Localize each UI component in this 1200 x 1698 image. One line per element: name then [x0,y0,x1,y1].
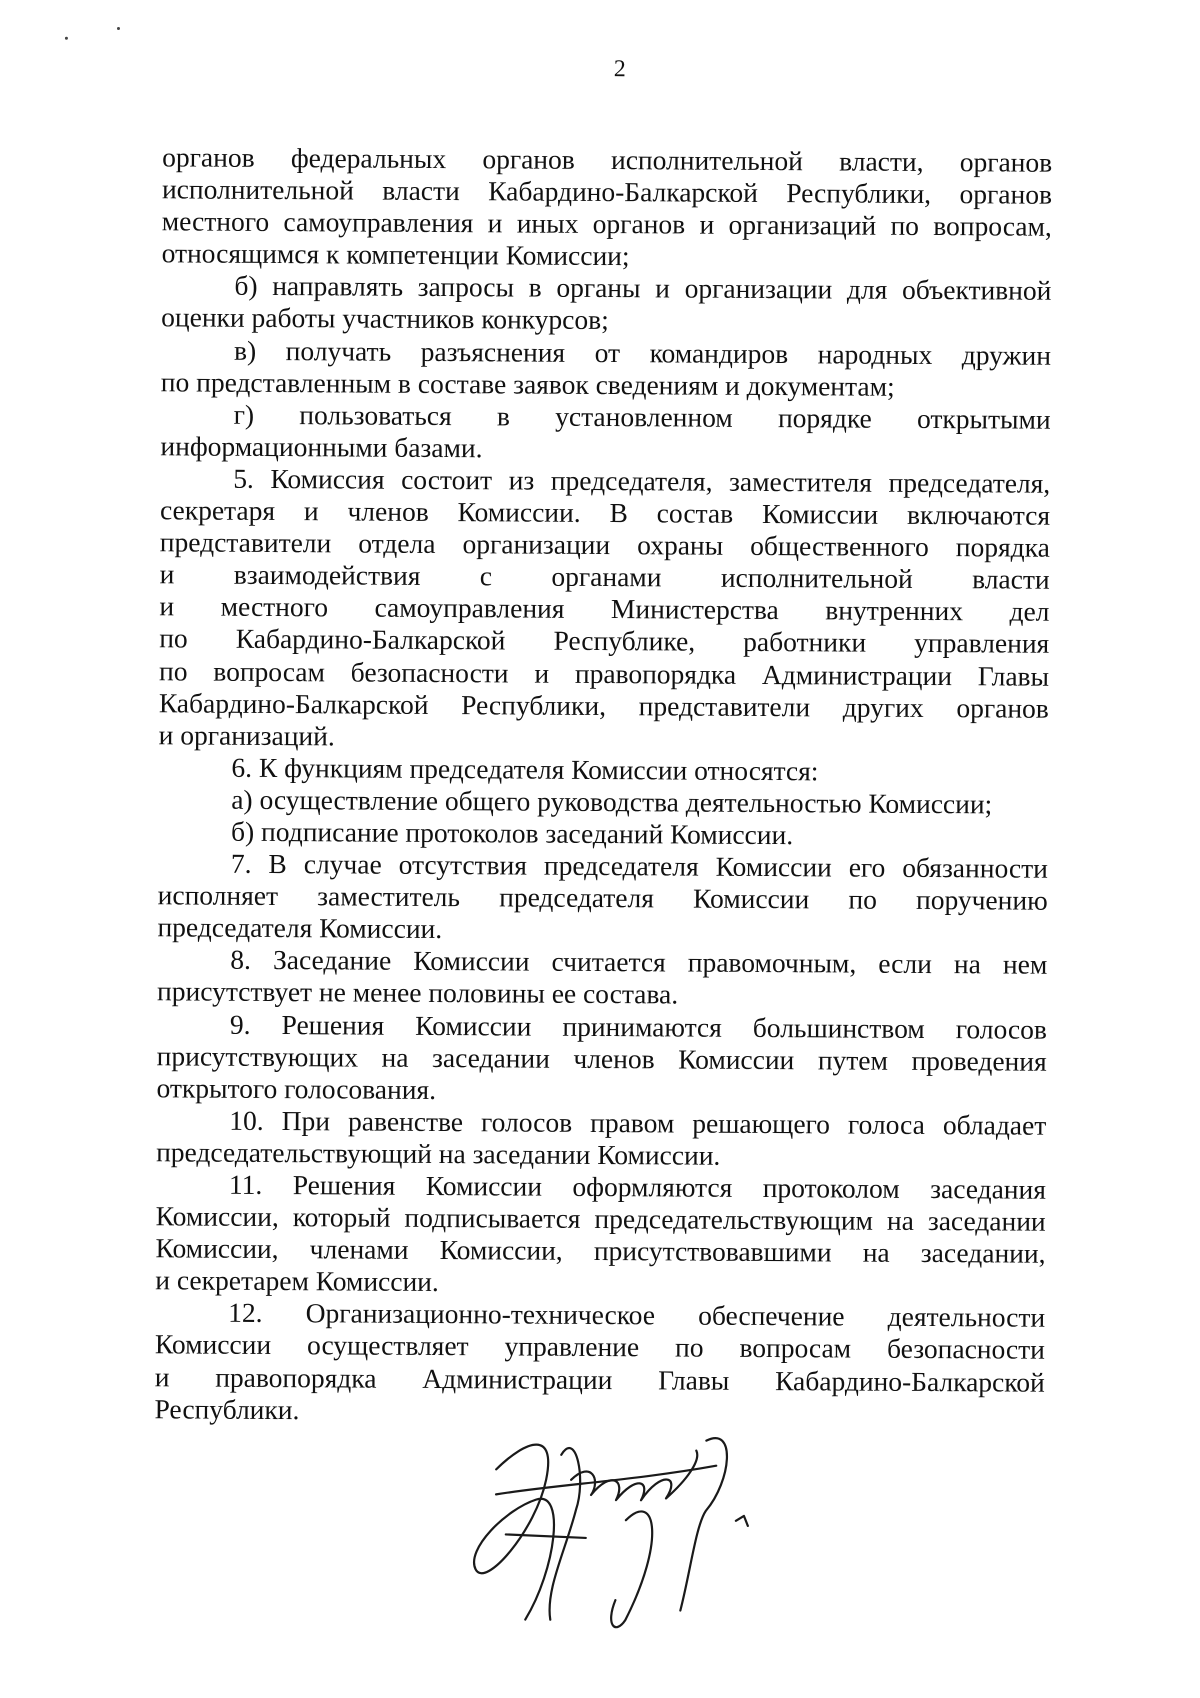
text-line: Комиссии, членами Комиссии, присутствовавшими на заседании, [155,1232,1046,1269]
text-line: органов федеральных органов исполнительной власти, органов [162,141,1053,178]
text-line: председателя Комиссии. [157,911,443,945]
text-line: в) получать разъяснения от командиров народных дружин [233,334,1052,371]
text-line: 5. Комиссия состоит из председателя, заместителя председателя, [233,462,1051,499]
text-line: по вопросам безопасности и правопорядка Администрации Главы [158,654,1050,692]
text-line: 12. Организационно-техническое обеспечение деятельности [228,1297,1046,1334]
text-line: относящимся к компетенции Комиссии; [161,237,630,272]
handwritten-signature [465,1419,806,1641]
text-line: местного самоуправления и иных органов и организаций по вопросам, [161,205,1052,242]
text-line: Республики. [154,1392,300,1425]
text-line: 11. Решения Комиссии оформляются протоколом заседания [228,1168,1047,1205]
text-line: секретаря и членов Комиссии. В состав Комиссии включаются [159,494,1051,531]
text-line: 10. При равенстве голосов правом решающего голоса обладает [229,1104,1047,1141]
text-line: присутствующих на заседании членов Комиссии путем проведения [156,1039,1047,1077]
text-line: и местного самоуправления Министерства внутренних дел [159,590,1050,628]
text-line: а) осуществление общего руководства деятельностью Комиссии; [231,783,993,820]
text-line: Комиссии, который подписывается председательствующим на заседании [155,1200,1046,1237]
text-line: представители отдела организации охраны общественного порядка [159,526,1050,563]
scan-speck [65,37,68,40]
text-line: 6. К функциям председателя Комиссии относятся: [231,751,819,787]
page-number: 2 [613,56,626,83]
scan-speck [117,27,120,30]
text-line: исполнительной власти Кабардино-Балкарской Республики, органов [161,173,1053,210]
text-line: председательствующий на заседании Комиссии. [156,1136,721,1171]
text-line: Комиссии осуществляет управление по вопросам безопасности [154,1328,1046,1366]
text-line: б) направлять запросы в органы и организации для объективной [234,270,1052,307]
text-line: 8. Заседание Комиссии считается правомочным, если на нем [230,944,1048,981]
text-line: и правопорядка Администрации Главы Кабардино-Балкарской [154,1360,1045,1398]
text-line: оценки работы участников конкурсов; [161,301,609,336]
text-line: по представленным в составе заявок сведениям и документам; [160,365,895,402]
text-line: 7. В случае отсутствия председателя Комиссии его обязанности [230,847,1048,884]
text-line: и секретарем Комиссии. [155,1264,439,1298]
text-line: исполняет заместитель председателя Комиссии по поручению [157,879,1048,916]
text-line: присутствует не менее половины ее состава. [157,975,679,1010]
text-line: 9. Решения Комиссии принимаются большинством голосов [229,1008,1047,1045]
text-line: г) пользоваться в установленном порядке открытыми [233,398,1051,435]
text-line: информационными базами. [160,430,483,464]
text-line: по Кабардино-Балкарской Республике, работники управления [159,622,1050,660]
document-body [154,141,1052,1430]
text-line: открытого голосования. [156,1072,437,1105]
text-line: и взаимодействия с органами исполнительной власти [159,558,1050,595]
text-line: и организаций. [158,718,335,752]
text-line: Кабардино-Балкарской Республики, представители других органов [158,686,1049,724]
text-line: б) подписание протоколов заседаний Комиссии. [230,815,794,851]
